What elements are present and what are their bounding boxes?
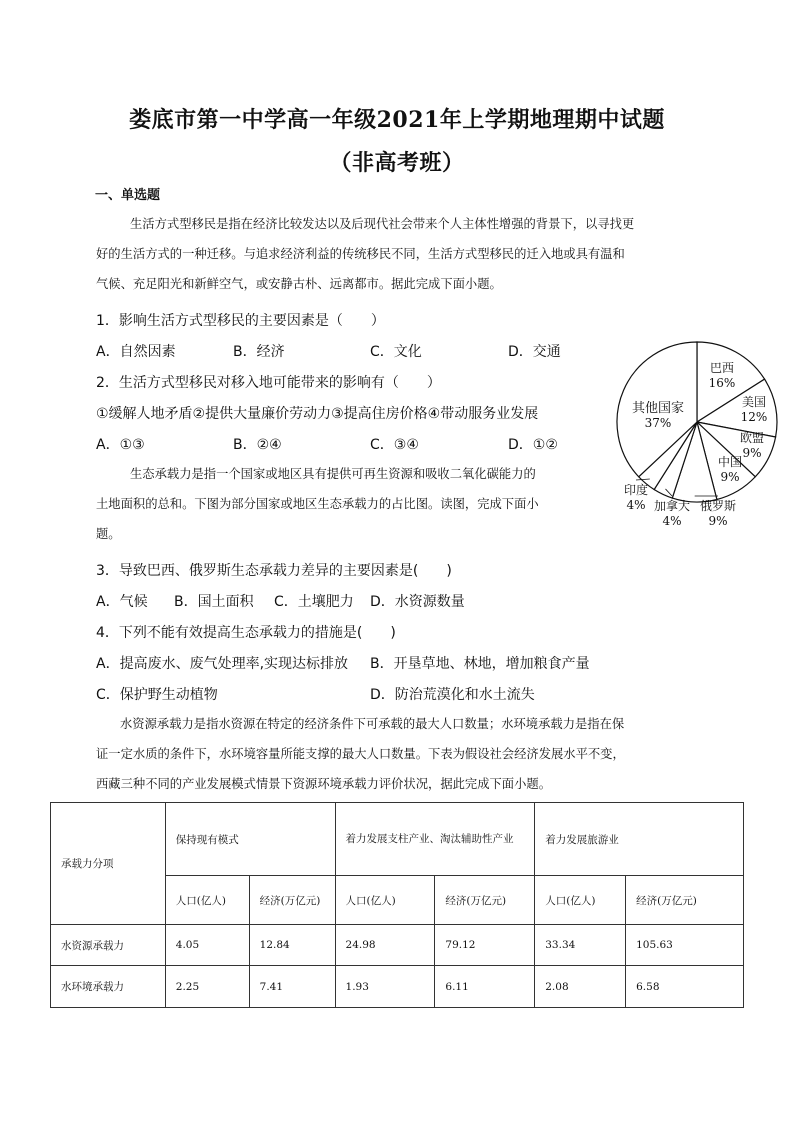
table-cell: 6.58 bbox=[626, 966, 744, 1008]
question-2-stem: 2．生活方式型移民对移入地可能带来的影响有（ ） bbox=[96, 375, 441, 391]
pie-label-name: 加拿大 bbox=[653, 499, 691, 513]
pie-label-value: 37% bbox=[644, 416, 672, 430]
passage-1-line: 好的生活方式的一种迁移。与追求经济利益的传统移民不同，生活方式型移民的迁入地或具有温和 bbox=[96, 247, 625, 261]
table-row bbox=[51, 966, 744, 1008]
ecological-capacity-pie-chart bbox=[600, 330, 794, 550]
pie-label-value: 12% bbox=[740, 410, 768, 424]
table-subheader: 经济(万亿元) bbox=[626, 876, 744, 925]
table-cell: 105.63 bbox=[626, 925, 744, 966]
question-4-option-b: B．开垦草地、林地，增加粮食产量 bbox=[370, 656, 590, 672]
table-cell: 6.11 bbox=[435, 966, 535, 1008]
pie-label-name: 欧盟 bbox=[739, 431, 765, 445]
question-4-stem: 4．下列不能有效提高生态承载力的措施是( ) bbox=[96, 625, 396, 641]
question-2-option-d: D．①② bbox=[508, 437, 558, 453]
question-1-option-b: B．经济 bbox=[233, 344, 285, 360]
table-cell: 2.25 bbox=[165, 966, 249, 1008]
pie-label-name: 巴西 bbox=[709, 361, 735, 375]
table-group-header: 着力发展支柱产业、淘汰辅助性产业 bbox=[335, 803, 535, 876]
passage-2-line: 土地面积的总和。下图为部分国家或地区生态承载力的占比图。读图，完成下面小 bbox=[96, 497, 539, 511]
table-row-label: 水资源承载力 bbox=[51, 925, 166, 966]
question-3-option-a: A．气候 bbox=[96, 594, 148, 610]
table-cell: 1.93 bbox=[335, 966, 435, 1008]
pie-label-value: 9% bbox=[708, 514, 728, 528]
passage-3-line: 证一定水质的条件下，水环境容量所能支撑的最大人口数量。下表为假设社会经济发展水平不变， bbox=[96, 747, 625, 761]
pie-label-value: 9% bbox=[720, 470, 740, 484]
question-1-option-d: D．交通 bbox=[508, 344, 561, 360]
page-title: 娄底市第一中学高一年级2021年上学期地理期中试题 bbox=[129, 107, 665, 133]
pie-label-name: 俄罗斯 bbox=[699, 499, 737, 513]
table-cell: 24.98 bbox=[335, 925, 435, 966]
table-group-header: 着力发展旅游业 bbox=[535, 803, 744, 876]
table-cell: 7.41 bbox=[249, 966, 335, 1008]
question-1-option-a: A．自然因素 bbox=[96, 344, 176, 360]
table-row-label: 水环境承载力 bbox=[51, 966, 166, 1008]
pie-label-name: 其他国家 bbox=[631, 401, 685, 416]
passage-2-line: 题。 bbox=[96, 527, 121, 541]
pie-label-name: 中国 bbox=[717, 455, 743, 469]
pie-label-name: 印度 bbox=[623, 483, 649, 497]
table-subheader: 人口(亿人) bbox=[535, 876, 626, 925]
section-heading: 一、单选题 bbox=[95, 188, 161, 203]
pie-label-name: 美国 bbox=[741, 395, 767, 409]
question-3-option-b: B．国土面积 bbox=[174, 594, 254, 610]
question-2-option-b: B．②④ bbox=[233, 437, 282, 453]
table-cell: 12.84 bbox=[249, 925, 335, 966]
table-cell: 2.08 bbox=[535, 966, 626, 1008]
carrying-capacity-table bbox=[50, 802, 744, 1008]
question-4-option-a: A．提高废水、废气处理率,实现达标排放 bbox=[96, 656, 349, 672]
question-4-option-d: D．防治荒漠化和水土流失 bbox=[370, 687, 535, 703]
question-2-statements: ①缓解人地矛盾②提供大量廉价劳动力③提高住房价格④带动服务业发展 bbox=[96, 406, 539, 422]
table-group-header: 保持现有模式 bbox=[165, 803, 335, 876]
question-1-option-c: C．文化 bbox=[370, 344, 422, 360]
table-subheader: 经济(万亿元) bbox=[249, 876, 335, 925]
pie-label-value: 16% bbox=[708, 376, 736, 390]
passage-2-line: 生态承载力是指一个国家或地区具有提供可再生资源和吸收二氧化碳能力的 bbox=[130, 467, 536, 481]
table-subheader: 人口(亿人) bbox=[165, 876, 249, 925]
table-subheader: 经济(万亿元) bbox=[435, 876, 535, 925]
question-3-option-c: C．土壤肥力 bbox=[274, 594, 354, 610]
table-subheader: 人口(亿人) bbox=[335, 876, 435, 925]
pie-label-value: 9% bbox=[742, 446, 762, 460]
pie-label-value: 4% bbox=[662, 514, 682, 528]
table-cell: 33.34 bbox=[535, 925, 626, 966]
pie-label-value: 4% bbox=[626, 498, 646, 512]
passage-3-line: 水资源承载力是指水资源在特定的经济条件下可承载的最大人口数量；水环境承载力是指在保 bbox=[120, 717, 625, 731]
question-3-stem: 3．导致巴西、俄罗斯生态承载力差异的主要因素是( ) bbox=[96, 563, 452, 579]
table-cell: 79.12 bbox=[435, 925, 535, 966]
table-corner-header: 承载力分项 bbox=[51, 803, 166, 925]
question-2-option-c: C．③④ bbox=[370, 437, 419, 453]
table-row bbox=[51, 925, 744, 966]
question-2-option-a: A．①③ bbox=[96, 437, 145, 453]
page-subtitle: （非高考班） bbox=[329, 150, 465, 176]
question-1-stem: 1．影响生活方式型移民的主要因素是（ ） bbox=[96, 313, 385, 329]
table-cell: 4.05 bbox=[165, 925, 249, 966]
passage-1-line: 气候、充足阳光和新鲜空气，或安静古朴、远离都市。据此完成下面小题。 bbox=[96, 277, 502, 291]
question-3-option-d: D．水资源数量 bbox=[370, 594, 465, 610]
passage-3-line: 西藏三种不同的产业发展模式情景下资源环境承载力评价状况，据此完成下面小题。 bbox=[96, 777, 551, 791]
passage-1-line: 生活方式型移民是指在经济比较发达以及后现代社会带来个人主体性增强的背景下，以寻找更 bbox=[130, 217, 635, 231]
question-4-option-c: C．保护野生动植物 bbox=[96, 687, 218, 703]
